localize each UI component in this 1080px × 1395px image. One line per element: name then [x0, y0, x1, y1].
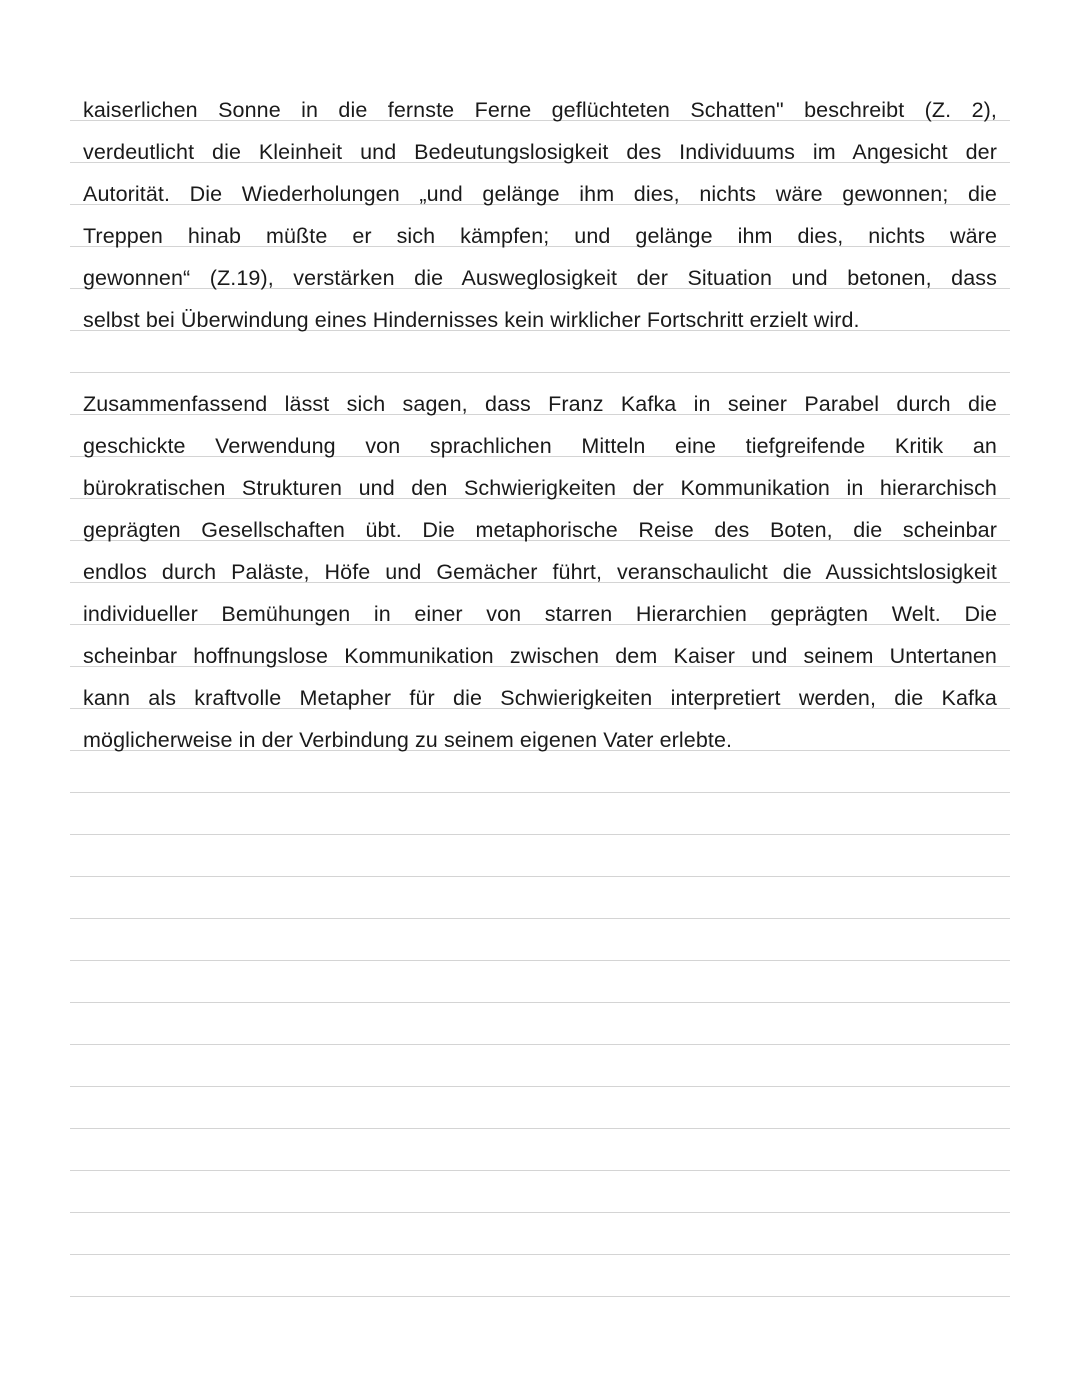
ruled-line [70, 1086, 1010, 1087]
text-line: gewonnen“ (Z.19), verstärken die Ausweglosigkeit der Situation und betonen, dass [83, 266, 997, 290]
ruled-line [70, 1170, 1010, 1171]
text-line: Autorität. Die Wiederholungen „und gelänge ihm dies, nichts wäre gewonnen; die [83, 182, 997, 206]
text-line: endlos durch Paläste, Höfe und Gemächer führt, veranschaulicht die Aussichtslosigkeit [83, 560, 997, 584]
ruled-line [70, 792, 1010, 793]
text-line: möglicherweise in der Verbindung zu seinem eigenen Vater erlebte. [83, 728, 733, 752]
text-line: verdeutlicht die Kleinheit und Bedeutungslosigkeit des Individuums im Angesicht der [83, 140, 997, 164]
text-line: individueller Bemühungen in einer von starren Hierarchien geprägten Welt. Die [83, 602, 997, 626]
text-line: scheinbar hoffnungslose Kommunikation zwischen dem Kaiser und seinem Untertanen [83, 644, 997, 668]
text-line: Zusammenfassend lässt sich sagen, dass Franz Kafka in seiner Parabel durch die [83, 392, 997, 416]
ruled-line [70, 834, 1010, 835]
text-line: geschickte Verwendung von sprachlichen Mitteln eine tiefgreifende Kritik an [83, 434, 997, 458]
text-line: geprägten Gesellschaften übt. Die metaphorische Reise des Boten, die scheinbar [83, 518, 997, 542]
text-line: kann als kraftvolle Metapher für die Schwierigkeiten interpretiert werden, die Kafka [83, 686, 997, 710]
text-line: kaiserlichen Sonne in die fernste Ferne geflüchteten Schatten" beschreibt (Z. 2), [83, 98, 997, 122]
ruled-line [70, 1128, 1010, 1129]
ruled-line [70, 876, 1010, 877]
ruled-line [70, 1254, 1010, 1255]
ruled-line [70, 1002, 1010, 1003]
text-line: Treppen hinab müßte er sich kämpfen; und gelänge ihm dies, nichts wäre [83, 224, 997, 248]
ruled-line [70, 1044, 1010, 1045]
ruled-line [70, 372, 1010, 373]
ruled-line [70, 960, 1010, 961]
text-line: selbst bei Überwindung eines Hindernisses kein wirklicher Fortschritt erzielt wird. [83, 308, 860, 332]
ruled-line [70, 918, 1010, 919]
ruled-line [70, 1212, 1010, 1213]
ruled-line [70, 1296, 1010, 1297]
text-line: bürokratischen Strukturen und den Schwierigkeiten der Kommunikation in hierarchisch [83, 476, 997, 500]
